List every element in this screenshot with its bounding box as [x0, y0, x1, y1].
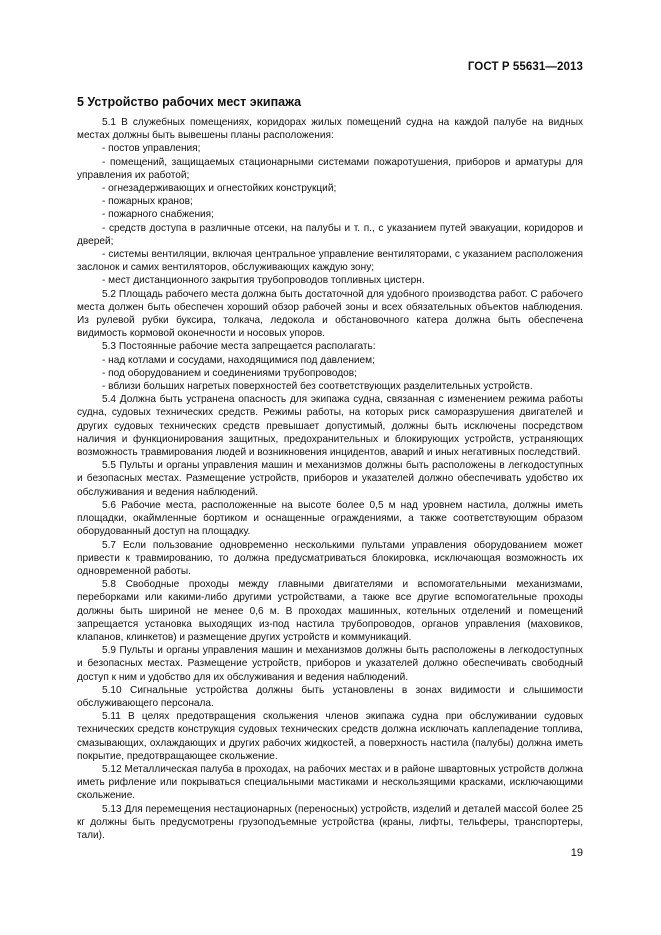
- document-header: ГОСТ Р 55631—2013: [467, 61, 583, 73]
- page-number: 19: [570, 847, 583, 859]
- list-item: - мест дистанционного закрытия трубопроводов топливных цистерн.: [102, 275, 425, 287]
- paragraph: 5.1 В служебных помещениях, коридорах жилых помещений судна на каждой палубе на видных местах должны быть вывешены планы расположения:: [77, 117, 583, 142]
- paragraph: 5.13 Для перемещения нестационарных (переносных) устройств, изделий и деталей массой более 25 кг должны быть предусмотрены грузоподъемные устройства (краны, лифты, тельферы, транспортеры, тали).: [77, 803, 583, 841]
- section-title: 5 Устройство рабочих мест экипажа: [77, 95, 302, 109]
- list-item: - пожарного снабжения;: [102, 209, 214, 221]
- paragraph: 5.7 Если пользование одновременно несколькими пультами управления оборудованием может привести к травмированию, то должна предусматриваться блокировка, исключающая возможность их одновременной работы.: [77, 539, 583, 577]
- list-item: - системы вентиляции, включая центральное управление вентиляторами, с указанием расположения заслонок и самих вентиляторов, обслуживающих каждую зону;: [77, 249, 583, 274]
- paragraph: 5.10 Сигнальные устройства должны быть установлены в зонах видимости и слышимости обслуживающего персонала.: [77, 684, 583, 709]
- document-body: [77, 116, 583, 842]
- paragraph: 5.5 Пульты и органы управления машин и механизмов должны быть расположены в легкодоступных и безопасных местах. Размещение устройств, приборов и указателей должно обеспечивать удобство их обслуживания и ведения наблюдений.: [77, 460, 583, 498]
- list-item: - пожарных кранов;: [102, 196, 193, 208]
- paragraph: 5.8 Свободные проходы между главными двигателями и вспомогательными механизмами, переборками или какими-либо другими устройствами, а также все другие вспомогательные проходы должны быть шириной не менее 0,6 м. В проходах машинных, котельных отделений и помещений запрещается установка выходящих из-под настила трубопроводов, органов управления (маховиков, клапанов, клинкетов) и размещение других устройств и коммуникаций.: [77, 579, 583, 643]
- list-item: - над котлами и сосудами, находящимися под давлением;: [102, 354, 375, 366]
- list-item: - средств доступа в различные отсеки, на палубы и т. п., с указанием путей эвакуации, коридоров и дверей;: [77, 222, 583, 247]
- paragraph: 5.4 Должна быть устранена опасность для экипажа судна, связанная с изменением режима работы судна, судовых технических средств. Режимы работы, на которых риск саморазрушения двигателей и других судовых технических средств превышает допустимый, должны быть исключены посредством наличия и функционирования защитных, предохранительных и блокирующих устройств, устраняющих возможность травмирования людей и возникновения инцидентов, аварий и иных негативных последствий.: [77, 394, 583, 459]
- paragraph: 5.12 Металлическая палуба в проходах, на рабочих местах и в районе швартовных устройств должна иметь рифление или покрываться специальными мастиками и нескользящими красками, исключающими скольжение.: [77, 763, 583, 802]
- list-item: - постов управления;: [102, 143, 201, 155]
- list-item: - вблизи больших нагретых поверхностей без соответствующих разделительных устройств.: [102, 381, 533, 393]
- paragraph: 5.6 Рабочие места, расположенные на высоте более 0,5 м над уровнем настила, должны иметь площадки, окаймленные бортиком и оснащенные ограждениями, а также соответствующим образом оборудованный доступ на площадку.: [77, 499, 583, 538]
- paragraph: 5.9 Пульты и органы управления машин и механизмов должны быть расположены в легкодоступных и безопасных местах. Размещение устройств, приборов и указателей должно обеспечивать свободный доступ к ним и удобство для их обслуживания и ведения наблюдений.: [77, 645, 583, 683]
- paragraph: 5.2 Площадь рабочего места должна быть достаточной для удобного производства работ. С рабочего места должен быть обеспечен хороший обзор рабочей зоны и всех обязательных объектов наблюдения. Из рулевой рубки буксира, толкача, ледокола и обстановочного катера должна быть обеспечена видимость кормовой оконечности и носовых упоров.: [77, 288, 583, 340]
- list-item: - огнезадерживающих и огнестойких конструкций;: [102, 183, 337, 195]
- list-item: - помещений, защищаемых стационарными системами пожаротушения, приборов и арматуры для управления их работой;: [77, 156, 583, 181]
- paragraph: 5.11 В целях предотвращения скольжения членов экипажа судна при обслуживании судовых технических средств конструкция судовых технических средств должна исключать каплепадение топлива, смазывающих, охлаждающих и других рабочих жидкостей, а поверхность настила (палубы) должна иметь покрытие, предотвращающее скольжение.: [77, 711, 583, 762]
- list-item: - под оборудованием и соединениями трубопроводов;: [102, 367, 357, 379]
- paragraph: 5.3 Постоянные рабочие места запрещается располагать:: [102, 341, 376, 353]
